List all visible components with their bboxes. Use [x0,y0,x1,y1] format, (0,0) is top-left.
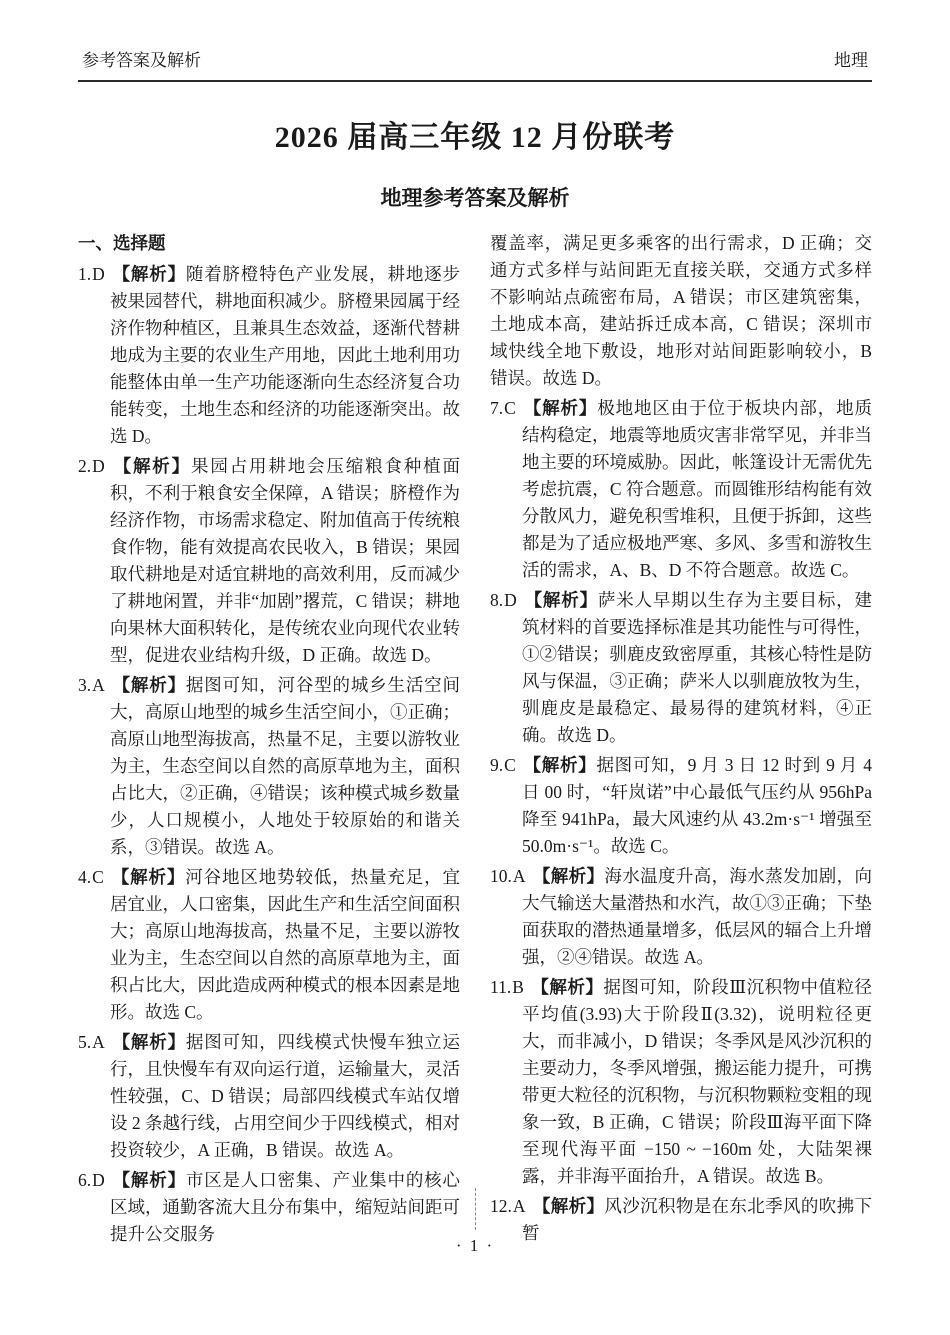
item-text: 河谷地区地势较低，热量充足，宜居宜业，人口密集，因此生产和生活空间面积大；高原山地海拔高，热量不足，主要以游牧业为主，生态空间以自然的高原草地为主，面积占比大，因此造成两种模式的根本因素是地形。故选 C。 [110,867,461,1022]
answer-letter: D [92,456,105,476]
right-column-items [490,395,872,1247]
item-number: 11. [490,977,512,997]
item-number: 12. [490,1196,512,1216]
item-number: 10. [490,866,512,886]
item-number: 7. [490,398,504,418]
analysis-label: 【解析】 [532,866,605,886]
answer-item [78,453,460,669]
answer-item [490,587,872,749]
item-text: 据图可知，9 月 3 日 12 时到 9 月 4 日 00 时，“轩岚诺”中心最低气压约从 956hPa 降至 941hPa，最大风速约从 43.2m·s⁻¹ 增强至 50.0m·s⁻¹。故选 C。 [522,755,873,856]
answer-item [490,863,872,971]
page-number: · 1 · [455,1236,495,1255]
item-text: 风沙沉积物是在东北季风的吹拂下暂 [522,1196,873,1243]
analysis-label: 【解析】 [111,264,186,284]
answer-item [78,864,460,1026]
answer-letter: C [504,398,516,418]
page-title: 2026 届高三年级 12 月份联考 [274,121,676,154]
page-footer [0,1236,950,1256]
item-text: 极地地区由于位于板块内部，地质结构稳定，地震等地质灾害非常罕见，并非当地主要的环境威胁。因此，帐篷设计无需优先考虑抗震，C 符合题意。而圆锥形结构能有效分散风力，避免积雪堆积，且便于拆卸，这些都是为了适应极地严寒、多风、多雪和游牧生活的需求，A、B、D 不符合题意。故选 C。 [522,398,873,580]
answer-letter: A [92,1032,105,1052]
answer-item [78,261,460,450]
analysis-label: 【解析】 [522,398,598,418]
item-text: 果园占用耕地会压缩粮食种植面积，不利于粮食安全保障，A 错误；脐橙作为经济作物，市场需求稳定、附加值高于传统粮食作物，能有效提高农民收入，B 错误；果园取代耕地是对适宜耕地的高效利用，反而减少了耕地闲置，并非“加剧”撂荒，C 错误；耕地向果林大面积转化，是传统农业向现代农业转型，促进农业结构升级，D 正确。故选 D。 [110,456,461,665]
item-text: 据图可知，阶段Ⅲ沉积物中值粒径平均值(3.93)大于阶段Ⅱ(3.32)，说明粒径更大，而非减小，D 错误；冬季风是风沙沉积的主要动力，冬季风增强，搬运能力提升，可携带更大粒径的沉积物，与沉积物颗粒变粗的现象一致，B 正确，C 错误；阶段Ⅲ海平面下降至现代海平面 −150 ~ −160m 处，大陆架裸露，并非海平面抬升，A 错误。故选 B。 [522,977,872,1186]
answer-letter: D [504,590,517,610]
analysis-label: 【解析】 [522,755,597,775]
answer-letter: A [512,1196,526,1216]
left-column-items [78,261,460,1248]
item-text: 据图可知，河谷型的城乡生活空间大，高原山地型的城乡生活空间小，①正确；高原山地型海拔高，热量不足，主要以游牧业为主，生态空间以自然的高原草地为主，面积占比大，②正确，④错误；该种模式城乡数量少，人口规模小，人地处于较原始的和谐关系，③错误。故选 A。 [110,675,460,857]
answer-item [490,395,872,584]
answer-letter: D [92,264,105,284]
continuation-paragraph: 覆盖率，满足更多乘客的出行需求，D 正确；交通方式多样与站间距无直接关联，交通方式多样不影响站点疏密布局，A 错误；市区建筑密集，土地成本高，建站拆迁成本高，C 错误；深圳市域快线全地下敷设，地形对站间距影响较小，B 错误。故选 D。 [490,233,872,388]
answer-letter: C [504,755,516,775]
item-number: 3. [78,675,92,695]
item-text: 萨米人早期以生存为主要目标，建筑材料的首要选择标准是其功能性与可得性，①②错误；驯鹿皮致密厚重，其核心特性是防风与保温，③正确；萨米人以驯鹿放牧为生，驯鹿皮是最稳定、最易得的建筑材料，④正确。故选 D。 [522,590,872,745]
page-subtitle: 地理参考答案及解析 [380,186,570,210]
item-text: 据图可知，四线模式快慢车独立运行，且快慢车有双向运行道，运输量大，灵活性较强，C、D 错误；局部四线模式车站仅增设 2 条越行线，占用空间少于四线模式，相对投资较少，A 正确，B 错误。故选 A。 [110,1032,460,1160]
analysis-label: 【解析】 [111,675,186,695]
answer-columns [78,230,872,1251]
page-header [78,46,872,82]
analysis-label: 【解析】 [111,1032,186,1052]
item-number: 4. [78,867,92,887]
item-text: 海水温度升高，海水蒸发加剧，向大气输送大量潜热和水汽，故①③正确；下垫面获取的潜热通量增多，低层风的辐合上升增强，②④错误。故选 A。 [522,866,873,967]
item-number: 9. [490,755,504,775]
answer-letter: A [512,866,526,886]
item-number: 5. [78,1032,92,1052]
item-number: 1. [78,264,92,284]
analysis-label: 【解析】 [111,456,191,476]
analysis-label: 【解析】 [111,1170,186,1190]
item-number: 2. [78,456,92,476]
section-heading: 一、选择题 [78,233,166,253]
answer-item [490,974,872,1190]
answer-item [78,672,460,861]
item-number: 8. [490,590,504,610]
header-left-label: 参考答案及解析 [82,51,201,70]
item-text: 随着脐橙特色产业发展，耕地逐步被果园替代，耕地面积减少。脐橙果园属于经济作物种植区，且兼具生态效益，逐渐代替耕地成为主要的农业生产用地，因此土地利用功能整体由单一生产功能逐渐向生态经济复合功能转变，土地生态和经济的功能逐渐突出。故选 D。 [110,264,460,446]
answer-letter: A [92,675,105,695]
answer-item [490,752,872,860]
analysis-label: 【解析】 [530,977,604,997]
answer-item [78,1029,460,1164]
answer-letter: B [512,977,524,997]
analysis-label: 【解析】 [110,867,186,887]
analysis-label: 【解析】 [532,1196,605,1216]
column-divider-mark [475,1188,476,1230]
right-column [490,230,872,1251]
answer-letter: C [92,867,104,887]
header-right-label: 地理 [834,51,868,70]
answer-letter: D [92,1170,105,1190]
left-column [78,230,460,1251]
analysis-label: 【解析】 [523,590,598,610]
item-number: 6. [78,1170,92,1190]
item-text: 市区是人口密集、产业集中的核心区域，通勤客流大且分布集中，缩短站间距可提升公交服务 [110,1170,460,1244]
